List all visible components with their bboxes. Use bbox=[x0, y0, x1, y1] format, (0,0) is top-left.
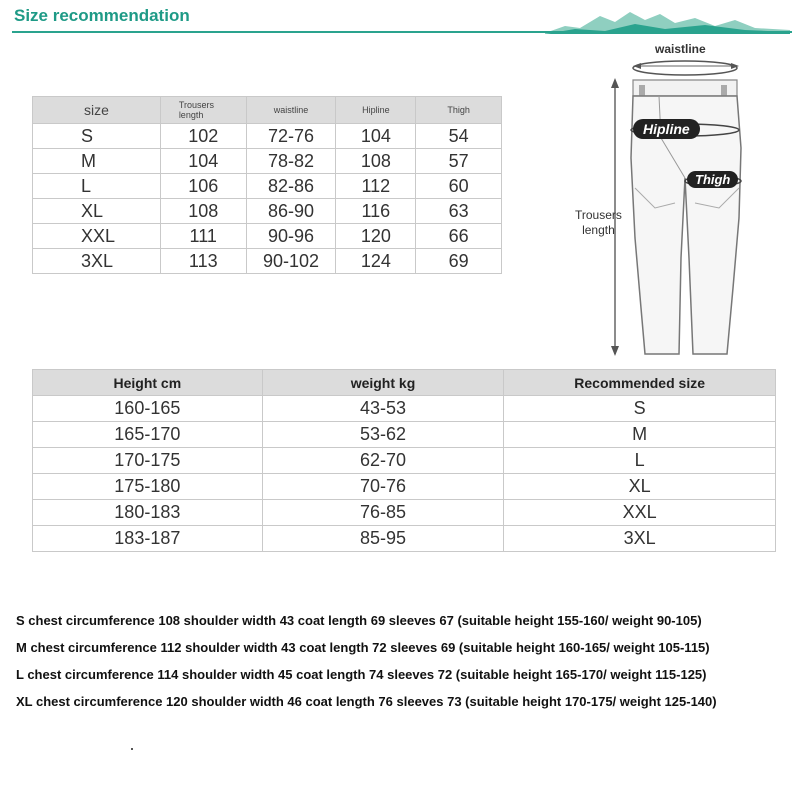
recommendation-table bbox=[32, 369, 776, 552]
trousers-diagram bbox=[575, 38, 790, 358]
stray-dot bbox=[131, 748, 133, 750]
table-cell: M bbox=[33, 149, 161, 174]
col-header-thigh: Thigh bbox=[416, 97, 502, 124]
coat-note-m: M chest circumference 112 shoulder width 43 coat length 72 sleeves 69 (suitable height 160-165/ weight 105-115) bbox=[16, 640, 710, 655]
table-row bbox=[33, 500, 776, 526]
table-cell: 3XL bbox=[504, 526, 776, 552]
trousers-outline-icon bbox=[575, 38, 790, 358]
table-cell: XXL bbox=[504, 500, 776, 526]
table-cell: 53-62 bbox=[262, 422, 504, 448]
table-cell: 63 bbox=[416, 199, 502, 224]
col-header-recommended-size: Recommended size bbox=[504, 370, 776, 396]
table-cell: XL bbox=[33, 199, 161, 224]
table-row bbox=[33, 249, 502, 274]
table-cell: 86-90 bbox=[246, 199, 336, 224]
col-header-height: Height cm bbox=[33, 370, 263, 396]
table-cell: 60 bbox=[416, 174, 502, 199]
table-row bbox=[33, 474, 776, 500]
coat-note-xl: XL chest circumference 120 shoulder width 46 coat length 76 sleeves 73 (suitable height 170-175/ weight 125-140) bbox=[16, 694, 717, 709]
table-cell: 90-102 bbox=[246, 249, 336, 274]
table-row bbox=[33, 422, 776, 448]
table-cell: 165-170 bbox=[33, 422, 263, 448]
col-header-hipline: Hipline bbox=[336, 97, 416, 124]
table-cell: 85-95 bbox=[262, 526, 504, 552]
table-cell: 160-165 bbox=[33, 396, 263, 422]
table-cell: XXL bbox=[33, 224, 161, 249]
trousers-length-label: Trousers length bbox=[575, 208, 622, 237]
table-cell: 69 bbox=[416, 249, 502, 274]
table-row bbox=[33, 526, 776, 552]
table-row bbox=[33, 149, 502, 174]
table-cell: 180-183 bbox=[33, 500, 263, 526]
size-table-header-row bbox=[33, 97, 502, 124]
table-cell: 108 bbox=[160, 199, 246, 224]
col-header-size: size bbox=[33, 97, 161, 124]
table-cell: S bbox=[504, 396, 776, 422]
size-table bbox=[32, 96, 502, 274]
col-header-trousers-length-label: Trousers length bbox=[178, 100, 214, 120]
table-cell: 113 bbox=[160, 249, 246, 274]
table-cell: 54 bbox=[416, 124, 502, 149]
table-cell: 108 bbox=[336, 149, 416, 174]
table-cell: 43-53 bbox=[262, 396, 504, 422]
table-cell: 57 bbox=[416, 149, 502, 174]
table-row bbox=[33, 124, 502, 149]
table-cell: 3XL bbox=[33, 249, 161, 274]
table-cell: L bbox=[504, 448, 776, 474]
hipline-label: Hipline bbox=[633, 119, 700, 139]
table-cell: 102 bbox=[160, 124, 246, 149]
table-row bbox=[33, 199, 502, 224]
table-row bbox=[33, 396, 776, 422]
table-cell: 78-82 bbox=[246, 149, 336, 174]
table-cell: L bbox=[33, 174, 161, 199]
table-cell: 72-76 bbox=[246, 124, 336, 149]
table-cell: 112 bbox=[336, 174, 416, 199]
table-cell: 70-76 bbox=[262, 474, 504, 500]
col-header-trousers-length bbox=[160, 97, 246, 124]
table-cell: M bbox=[504, 422, 776, 448]
header-divider bbox=[12, 31, 792, 33]
col-header-waistline: waistline bbox=[246, 97, 336, 124]
page-title: Size recommendation bbox=[14, 6, 190, 25]
table-cell: 106 bbox=[160, 174, 246, 199]
coat-note-s: S chest circumference 108 shoulder width 43 coat length 69 sleeves 67 (suitable height 155-160/ weight 90-105) bbox=[16, 613, 702, 628]
thigh-label: Thigh bbox=[687, 171, 738, 188]
table-cell: 116 bbox=[336, 199, 416, 224]
table-cell: 66 bbox=[416, 224, 502, 249]
table-cell: 104 bbox=[160, 149, 246, 174]
table-row bbox=[33, 174, 502, 199]
table-row bbox=[33, 448, 776, 474]
table-cell: 76-85 bbox=[262, 500, 504, 526]
table-cell: 90-96 bbox=[246, 224, 336, 249]
col-header-weight: weight kg bbox=[262, 370, 504, 396]
table-cell: 183-187 bbox=[33, 526, 263, 552]
table-cell: 124 bbox=[336, 249, 416, 274]
table-cell: XL bbox=[504, 474, 776, 500]
table-cell: 170-175 bbox=[33, 448, 263, 474]
table-cell: 62-70 bbox=[262, 448, 504, 474]
table-cell: 82-86 bbox=[246, 174, 336, 199]
table-cell: 111 bbox=[160, 224, 246, 249]
waistline-label: waistline bbox=[655, 42, 706, 56]
table-row bbox=[33, 224, 502, 249]
coat-note-l: L chest circumference 114 shoulder width 45 coat length 74 sleeves 72 (suitable height 165-170/ weight 115-125) bbox=[16, 667, 707, 682]
table-cell: 120 bbox=[336, 224, 416, 249]
table-cell: 104 bbox=[336, 124, 416, 149]
table-cell: S bbox=[33, 124, 161, 149]
rec-table-header-row bbox=[33, 370, 776, 396]
table-cell: 175-180 bbox=[33, 474, 263, 500]
